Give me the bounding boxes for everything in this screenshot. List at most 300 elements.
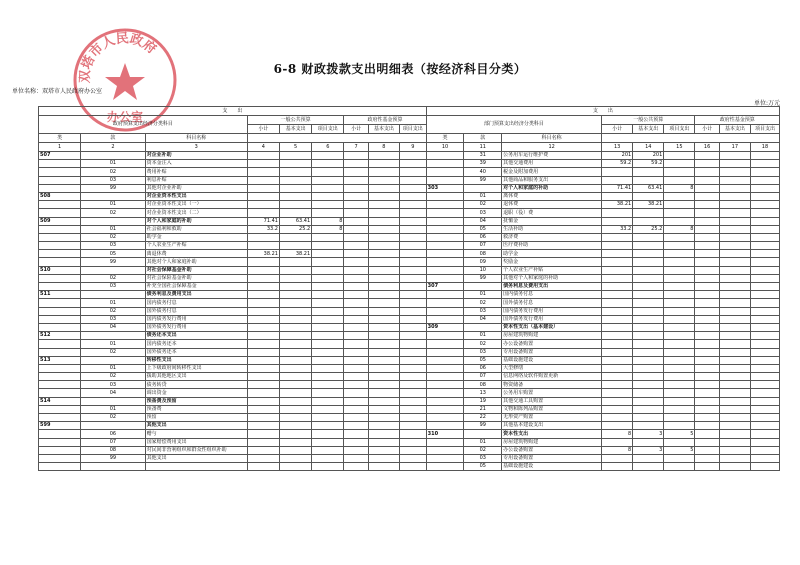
left-kuan-header: 款 bbox=[81, 134, 145, 143]
left-kuan-cell bbox=[81, 463, 145, 471]
left-fund-basic-cell bbox=[368, 430, 399, 438]
left-gen-subtotal-cell bbox=[247, 389, 279, 397]
left-gen-project-cell bbox=[312, 348, 344, 356]
right-name-cell: 奖励金 bbox=[502, 258, 602, 266]
left-gen-project-cell bbox=[312, 438, 344, 446]
left-fund-subtotal-cell bbox=[344, 283, 368, 291]
left-name-cell: 债务转贷 bbox=[145, 381, 247, 389]
table-row bbox=[39, 176, 780, 184]
right-gen-basic-cell bbox=[633, 405, 664, 413]
right-gen-project-cell: 5 bbox=[664, 446, 695, 454]
left-lei-cell bbox=[39, 348, 81, 356]
left-gen-project-cell bbox=[312, 176, 344, 184]
table-row bbox=[39, 152, 780, 160]
table-row bbox=[39, 291, 780, 299]
table-row bbox=[39, 283, 780, 291]
left-fund-project-cell bbox=[399, 446, 426, 454]
left-fund-project-cell bbox=[399, 315, 426, 323]
left-gen-basic-cell: 63.41 bbox=[279, 217, 311, 225]
right-fund-project-cell bbox=[750, 356, 779, 364]
right-fund-basic-cell bbox=[719, 405, 750, 413]
left-fund-basic-header: 基本支出 bbox=[368, 125, 399, 134]
left-gen-basic-cell bbox=[279, 307, 311, 315]
right-fund-project-cell bbox=[750, 184, 779, 192]
left-fund-project-cell bbox=[399, 332, 426, 340]
left-gen-basic-cell bbox=[279, 414, 311, 422]
left-fund-project-cell bbox=[399, 209, 426, 217]
right-lei-cell bbox=[426, 291, 464, 299]
right-lei-cell bbox=[426, 225, 464, 233]
left-lei-cell: 510 bbox=[39, 266, 81, 274]
left-name-cell: 债务还本支出 bbox=[145, 332, 247, 340]
left-name-cell: 其他支出 bbox=[145, 422, 247, 430]
right-kuan-cell: 07 bbox=[464, 373, 502, 381]
left-fund-basic-cell bbox=[368, 323, 399, 331]
left-kuan-cell: 01 bbox=[81, 299, 145, 307]
unit-note: 单位:万元 bbox=[753, 100, 780, 107]
right-gen-subtotal-cell bbox=[602, 405, 633, 413]
left-name-cell: 个人农业生产补贴 bbox=[145, 242, 247, 250]
left-fund-subtotal-cell bbox=[344, 422, 368, 430]
right-fund-project-cell bbox=[750, 463, 779, 471]
right-kuan-cell: 05 bbox=[464, 356, 502, 364]
right-fund-basic-header: 基本支出 bbox=[719, 125, 750, 134]
right-fund-subtotal-cell bbox=[695, 201, 719, 209]
right-fund-basic-cell bbox=[719, 176, 750, 184]
left-lei-header: 类 bbox=[39, 134, 81, 143]
column-number-cell: 8 bbox=[368, 143, 399, 152]
left-gen-basic-cell bbox=[279, 356, 311, 364]
left-fund-project-cell bbox=[399, 291, 426, 299]
right-fund-subtotal-cell bbox=[695, 463, 719, 471]
left-name-header: 科目名称 bbox=[145, 134, 247, 143]
left-lei-cell bbox=[39, 438, 81, 446]
right-gen-project-cell bbox=[664, 160, 695, 168]
table-row bbox=[39, 405, 780, 413]
left-name-cell: 国外债务还本 bbox=[145, 348, 247, 356]
left-fund-subtotal-cell bbox=[344, 250, 368, 258]
left-lei-cell bbox=[39, 405, 81, 413]
left-kuan-cell: 03 bbox=[81, 242, 145, 250]
right-gen-basic-cell: 25.2 bbox=[633, 225, 664, 233]
right-gen-basic-cell bbox=[633, 438, 664, 446]
left-fund-subtotal-cell bbox=[344, 463, 368, 471]
right-fund-project-cell bbox=[750, 430, 779, 438]
right-kuan-cell: 39 bbox=[464, 160, 502, 168]
left-fund-project-cell bbox=[399, 242, 426, 250]
left-gen-basic-cell bbox=[279, 438, 311, 446]
left-gen-project-cell bbox=[312, 397, 344, 405]
right-lei-cell bbox=[426, 160, 464, 168]
left-fund-basic-cell bbox=[368, 217, 399, 225]
left-gen-project-cell bbox=[312, 315, 344, 323]
left-gen-subtotal-cell bbox=[247, 356, 279, 364]
right-gen-basic-cell bbox=[633, 397, 664, 405]
left-fund-subtotal-cell bbox=[344, 430, 368, 438]
right-lei-cell bbox=[426, 250, 464, 258]
right-gen-basic-cell bbox=[633, 364, 664, 372]
right-gen-project-cell bbox=[664, 192, 695, 200]
table-row bbox=[39, 250, 780, 258]
left-gen-project-cell bbox=[312, 356, 344, 364]
right-gen-project-cell bbox=[664, 463, 695, 471]
left-fund-subtotal-cell bbox=[344, 225, 368, 233]
left-fund-subtotal-cell bbox=[344, 184, 368, 192]
left-fund-project-header: 项目支出 bbox=[399, 125, 426, 134]
right-gen-basic-cell bbox=[633, 258, 664, 266]
left-gen-basic-cell bbox=[279, 348, 311, 356]
right-fund-project-cell bbox=[750, 340, 779, 348]
left-gen-subtotal-cell bbox=[247, 430, 279, 438]
left-gen-basic-cell: 38.21 bbox=[279, 250, 311, 258]
column-number-cell: 13 bbox=[602, 143, 633, 152]
column-number-cell: 12 bbox=[502, 143, 602, 152]
left-gen-subtotal-cell bbox=[247, 299, 279, 307]
left-fund-basic-cell bbox=[368, 250, 399, 258]
right-gen-basic-cell bbox=[633, 323, 664, 331]
left-gen-project-cell bbox=[312, 192, 344, 200]
right-fund-subtotal-cell bbox=[695, 209, 719, 217]
table-row bbox=[39, 397, 780, 405]
left-gen-basic-cell: 25.2 bbox=[279, 225, 311, 233]
right-gen-project-cell bbox=[664, 307, 695, 315]
right-gen-basic-cell: 3 bbox=[633, 430, 664, 438]
right-name-cell: 个人农业生产补贴 bbox=[502, 266, 602, 274]
right-lei-cell bbox=[426, 209, 464, 217]
left-gen-subtotal-cell bbox=[247, 266, 279, 274]
left-gen-project-cell bbox=[312, 414, 344, 422]
right-fund-project-cell bbox=[750, 201, 779, 209]
right-name-cell: 其他对个人和家庭的补助 bbox=[502, 274, 602, 282]
left-fund-subtotal-cell bbox=[344, 414, 368, 422]
left-gen-subtotal-cell: 71.41 bbox=[247, 217, 279, 225]
left-fund-subtotal-cell bbox=[344, 373, 368, 381]
left-gen-subtotal-cell bbox=[247, 176, 279, 184]
left-gen-basic-cell bbox=[279, 291, 311, 299]
left-gen-subtotal-cell bbox=[247, 283, 279, 291]
right-lei-cell bbox=[426, 389, 464, 397]
left-general-budget-header: 一般公共预算 bbox=[247, 116, 344, 125]
column-number-cell: 5 bbox=[279, 143, 311, 152]
right-kuan-cell bbox=[464, 184, 502, 192]
left-gen-subtotal-cell bbox=[247, 364, 279, 372]
right-group-header: 支 出 bbox=[426, 107, 779, 116]
right-gen-subtotal-header: 小计 bbox=[602, 125, 633, 134]
left-fund-basic-cell bbox=[368, 283, 399, 291]
right-kuan-cell: 03 bbox=[464, 454, 502, 462]
left-fund-basic-cell bbox=[368, 168, 399, 176]
left-fund-subtotal-cell bbox=[344, 364, 368, 372]
left-fund-subtotal-cell bbox=[344, 340, 368, 348]
right-kuan-header: 款 bbox=[464, 134, 502, 143]
right-fund-basic-cell bbox=[719, 168, 750, 176]
left-fund-subtotal-cell bbox=[344, 274, 368, 282]
left-gen-subtotal-cell bbox=[247, 381, 279, 389]
right-fund-subtotal-cell bbox=[695, 323, 719, 331]
right-gen-basic-cell: 38.21 bbox=[633, 201, 664, 209]
right-fund-subtotal-cell bbox=[695, 422, 719, 430]
left-fund-basic-cell bbox=[368, 299, 399, 307]
right-fund-project-cell bbox=[750, 168, 779, 176]
left-fund-subtotal-cell bbox=[344, 209, 368, 217]
left-fund-subtotal-cell bbox=[344, 258, 368, 266]
right-gen-subtotal-cell bbox=[602, 438, 633, 446]
column-number-cell: 15 bbox=[664, 143, 695, 152]
right-fund-basic-cell bbox=[719, 454, 750, 462]
right-gen-subtotal-cell bbox=[602, 422, 633, 430]
right-lei-cell bbox=[426, 152, 464, 160]
right-gen-subtotal-cell bbox=[602, 381, 633, 389]
right-fund-project-cell bbox=[750, 217, 779, 225]
right-gen-subtotal-cell bbox=[602, 299, 633, 307]
left-gen-basic-cell bbox=[279, 152, 311, 160]
right-fund-basic-cell bbox=[719, 463, 750, 471]
left-gen-basic-cell bbox=[279, 323, 311, 331]
left-gen-basic-cell bbox=[279, 397, 311, 405]
left-kuan-cell: 01 bbox=[81, 225, 145, 233]
left-gen-basic-cell bbox=[279, 315, 311, 323]
left-fund-subtotal-cell bbox=[344, 160, 368, 168]
right-gen-subtotal-cell bbox=[602, 364, 633, 372]
left-group-header: 支 出 bbox=[39, 107, 427, 116]
left-gen-subtotal-cell bbox=[247, 438, 279, 446]
left-gen-basic-cell bbox=[279, 283, 311, 291]
left-kuan-cell: 03 bbox=[81, 381, 145, 389]
right-name-cell: 基础设施建设 bbox=[502, 356, 602, 364]
left-lei-cell bbox=[39, 160, 81, 168]
right-gen-project-cell bbox=[664, 381, 695, 389]
left-fund-subtotal-cell bbox=[344, 454, 368, 462]
right-gen-project-cell bbox=[664, 397, 695, 405]
left-gen-subtotal-cell bbox=[247, 242, 279, 250]
left-name-cell: 对社会保险基金补助 bbox=[145, 274, 247, 282]
right-fund-subtotal-cell bbox=[695, 225, 719, 233]
left-fund-project-cell bbox=[399, 299, 426, 307]
right-fund-basic-cell bbox=[719, 340, 750, 348]
left-gen-project-header: 项目支出 bbox=[312, 125, 344, 134]
left-name-cell: 对企业资本性支出（一） bbox=[145, 201, 247, 209]
right-name-cell: 退职（役）费 bbox=[502, 209, 602, 217]
right-fund-subtotal-cell bbox=[695, 356, 719, 364]
right-kuan-cell: 01 bbox=[464, 192, 502, 200]
left-name-cell: 国内债务还本 bbox=[145, 340, 247, 348]
left-gen-project-cell bbox=[312, 364, 344, 372]
right-kuan-cell: 06 bbox=[464, 233, 502, 241]
right-fund-basic-cell bbox=[719, 192, 750, 200]
left-kuan-cell bbox=[81, 422, 145, 430]
left-fund-project-cell bbox=[399, 364, 426, 372]
right-gen-subtotal-cell: 8 bbox=[602, 446, 633, 454]
right-fund-subtotal-cell bbox=[695, 258, 719, 266]
table-row bbox=[39, 364, 780, 372]
right-fund-subtotal-cell bbox=[695, 266, 719, 274]
right-lei-header: 类 bbox=[426, 134, 464, 143]
left-gen-project-cell bbox=[312, 258, 344, 266]
right-fund-basic-cell bbox=[719, 250, 750, 258]
table-row bbox=[39, 454, 780, 462]
right-gen-project-cell: 8 bbox=[664, 225, 695, 233]
left-fund-basic-cell bbox=[368, 184, 399, 192]
left-kuan-cell: 05 bbox=[81, 250, 145, 258]
left-kuan-cell: 03 bbox=[81, 315, 145, 323]
left-kuan-cell: 02 bbox=[81, 348, 145, 356]
column-number-cell: 16 bbox=[695, 143, 719, 152]
left-gen-basic-cell bbox=[279, 381, 311, 389]
right-kuan-cell: 99 bbox=[464, 422, 502, 430]
right-lei-cell bbox=[426, 242, 464, 250]
right-gen-subtotal-cell: 59.2 bbox=[602, 160, 633, 168]
left-name-cell: 离退休费 bbox=[145, 250, 247, 258]
left-gen-project-cell bbox=[312, 463, 344, 471]
left-name-cell: 援助其他地区支出 bbox=[145, 373, 247, 381]
left-fund-project-cell bbox=[399, 258, 426, 266]
right-fund-project-cell bbox=[750, 176, 779, 184]
left-fund-basic-cell bbox=[368, 192, 399, 200]
left-gen-basic-cell bbox=[279, 332, 311, 340]
right-name-cell: 国外债务付息 bbox=[502, 299, 602, 307]
left-fund-project-cell bbox=[399, 422, 426, 430]
right-fund-project-cell bbox=[750, 446, 779, 454]
left-kuan-cell: 01 bbox=[81, 405, 145, 413]
left-name-cell: 其他对企业补助 bbox=[145, 184, 247, 192]
table-row bbox=[39, 446, 780, 454]
right-fund-subtotal-cell bbox=[695, 340, 719, 348]
right-name-header: 科目名称 bbox=[502, 134, 602, 143]
right-gen-project-cell bbox=[664, 209, 695, 217]
left-gen-subtotal-cell bbox=[247, 414, 279, 422]
left-fund-basic-cell bbox=[368, 422, 399, 430]
left-gen-subtotal-header: 小计 bbox=[247, 125, 279, 134]
right-name-cell: 抚恤金 bbox=[502, 217, 602, 225]
table-row bbox=[39, 348, 780, 356]
right-fund-subtotal-cell bbox=[695, 168, 719, 176]
left-gen-basic-cell bbox=[279, 446, 311, 454]
left-fund-project-cell bbox=[399, 283, 426, 291]
left-gen-subtotal-cell bbox=[247, 307, 279, 315]
right-gen-subtotal-cell bbox=[602, 454, 633, 462]
left-name-cell: 对企业资本性支出 bbox=[145, 192, 247, 200]
right-gen-subtotal-cell bbox=[602, 176, 633, 184]
right-fund-project-cell bbox=[750, 414, 779, 422]
column-number-cell: 11 bbox=[464, 143, 502, 152]
right-fund-project-cell bbox=[750, 291, 779, 299]
left-fund-project-cell bbox=[399, 168, 426, 176]
right-fund-project-cell bbox=[750, 192, 779, 200]
left-gen-basic-cell bbox=[279, 340, 311, 348]
right-lei-cell bbox=[426, 438, 464, 446]
right-gen-subtotal-cell bbox=[602, 250, 633, 258]
right-fund-project-cell bbox=[750, 315, 779, 323]
left-fund-project-cell bbox=[399, 176, 426, 184]
left-lei-cell bbox=[39, 389, 81, 397]
left-fund-subtotal-cell bbox=[344, 323, 368, 331]
left-lei-cell: 513 bbox=[39, 356, 81, 364]
table-row bbox=[39, 389, 780, 397]
left-kuan-cell: 01 bbox=[81, 340, 145, 348]
left-fund-subtotal-header: 小计 bbox=[344, 125, 368, 134]
left-gen-project-cell bbox=[312, 160, 344, 168]
left-kuan-cell: 99 bbox=[81, 184, 145, 192]
right-fund-basic-cell bbox=[719, 332, 750, 340]
column-number-cell: 2 bbox=[81, 143, 145, 152]
left-gen-subtotal-cell bbox=[247, 405, 279, 413]
right-gen-project-cell: 8 bbox=[664, 184, 695, 192]
right-gen-basic-cell bbox=[633, 348, 664, 356]
right-gen-basic-cell bbox=[633, 176, 664, 184]
svg-text:双塔市人民政府: 双塔市人民政府 bbox=[77, 31, 159, 84]
left-name-cell: 利息补贴 bbox=[145, 176, 247, 184]
right-fund-basic-cell bbox=[719, 299, 750, 307]
left-fund-project-cell bbox=[399, 389, 426, 397]
left-fund-subtotal-cell bbox=[344, 405, 368, 413]
left-gen-project-cell bbox=[312, 405, 344, 413]
right-gen-basic-cell bbox=[633, 315, 664, 323]
right-gen-subtotal-cell bbox=[602, 209, 633, 217]
table-row bbox=[39, 463, 780, 471]
right-fund-subtotal-cell bbox=[695, 332, 719, 340]
left-kuan-cell: 04 bbox=[81, 323, 145, 331]
left-gen-basic-cell bbox=[279, 405, 311, 413]
left-kuan-cell: 01 bbox=[81, 201, 145, 209]
right-kuan-cell: 19 bbox=[464, 397, 502, 405]
right-gen-project-cell bbox=[664, 454, 695, 462]
left-name-cell: 国外债务付息 bbox=[145, 307, 247, 315]
right-gen-basic-cell bbox=[633, 192, 664, 200]
right-fund-subtotal-cell bbox=[695, 184, 719, 192]
right-fund-project-header: 项目支出 bbox=[750, 125, 779, 134]
table-row bbox=[39, 274, 780, 282]
right-fund-subtotal-cell bbox=[695, 430, 719, 438]
left-lei-cell bbox=[39, 242, 81, 250]
left-fund-basic-cell bbox=[368, 381, 399, 389]
right-gen-subtotal-cell bbox=[602, 389, 633, 397]
left-lei-cell: 512 bbox=[39, 332, 81, 340]
right-fund-subtotal-cell bbox=[695, 397, 719, 405]
right-fund-basic-cell bbox=[719, 323, 750, 331]
left-lei-cell bbox=[39, 307, 81, 315]
right-lei-cell bbox=[426, 446, 464, 454]
right-gen-basic-cell bbox=[633, 463, 664, 471]
left-fund-basic-cell bbox=[368, 332, 399, 340]
right-gen-basic-cell bbox=[633, 250, 664, 258]
right-name-cell: 公务用车购置 bbox=[502, 389, 602, 397]
left-name-cell: 预留 bbox=[145, 414, 247, 422]
right-gen-project-cell bbox=[664, 414, 695, 422]
right-gen-subtotal-cell bbox=[602, 233, 633, 241]
left-gen-project-cell bbox=[312, 266, 344, 274]
left-fund-basic-cell bbox=[368, 152, 399, 160]
left-kuan-cell: 02 bbox=[81, 233, 145, 241]
right-kuan-cell: 09 bbox=[464, 258, 502, 266]
right-kuan-cell bbox=[464, 430, 502, 438]
right-fund-project-cell bbox=[750, 152, 779, 160]
right-gen-project-cell bbox=[664, 422, 695, 430]
right-fund-subtotal-cell bbox=[695, 405, 719, 413]
left-gen-project-cell bbox=[312, 389, 344, 397]
table-row bbox=[39, 233, 780, 241]
right-fund-project-cell bbox=[750, 332, 779, 340]
left-name-cell: 预备费 bbox=[145, 405, 247, 413]
right-fund-subtotal-cell bbox=[695, 373, 719, 381]
left-kuan-cell: 02 bbox=[81, 373, 145, 381]
left-gen-subtotal-cell bbox=[247, 348, 279, 356]
right-fund-subtotal-cell bbox=[695, 446, 719, 454]
left-fund-basic-cell bbox=[368, 414, 399, 422]
right-fund-subtotal-cell bbox=[695, 299, 719, 307]
right-fund-subtotal-cell bbox=[695, 414, 719, 422]
right-fund-project-cell bbox=[750, 397, 779, 405]
right-name-cell: 大型修缮 bbox=[502, 364, 602, 372]
